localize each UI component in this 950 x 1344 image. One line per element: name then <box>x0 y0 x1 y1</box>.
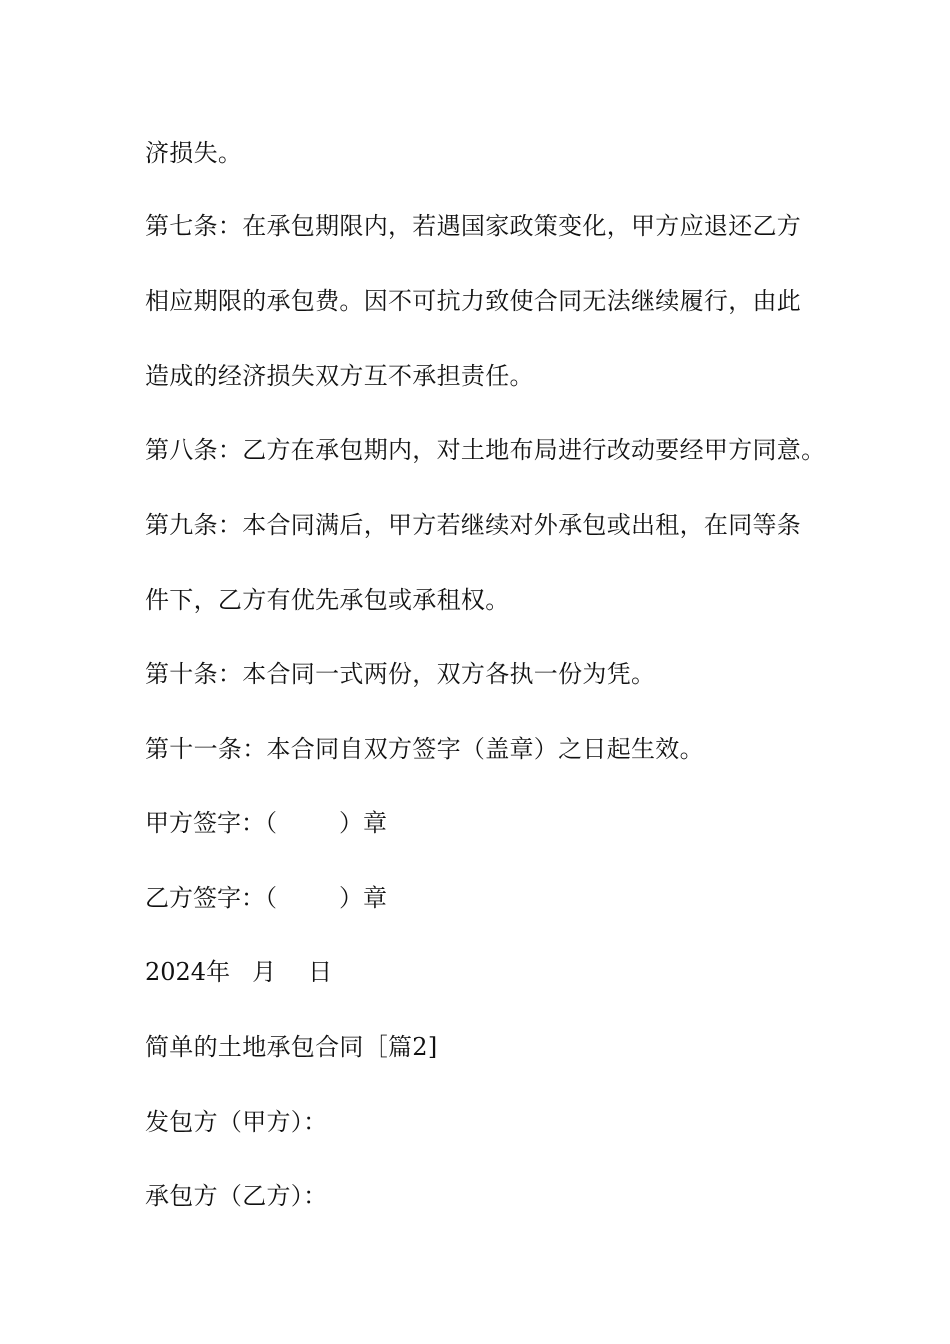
article-9-line-1: 第九条：本合同满后，甲方若继续对外承包或出租，在同等条 <box>145 511 802 539</box>
employer-line: 发包方（甲方）： <box>145 1108 328 1136</box>
article-8: 第八条：乙方在承包期内，对土地布局进行改动要经甲方同意。 <box>145 436 826 464</box>
signing-date <box>145 957 332 987</box>
date-year: 2024年 <box>145 958 231 986</box>
date-day: 日 <box>308 958 333 986</box>
section-2-title: 简单的土地承包合同［篇2] <box>145 1033 438 1061</box>
date-month: 月 <box>252 958 277 986</box>
party-a-label: 甲方签字：（ <box>145 809 277 837</box>
article-7-line-1: 第七条：在承包期限内，若遇国家政策变化，甲方应退还乙方 <box>145 212 802 240</box>
article-9-line-2: 件下，乙方有优先承包或承租权。 <box>145 586 510 614</box>
article-11: 第十一条：本合同自双方签字（盖章）之日起生效。 <box>145 735 704 763</box>
party-b-seal: ）章 <box>339 884 387 912</box>
party-a-signature <box>145 808 387 838</box>
article-10: 第十条：本合同一式两份，双方各执一份为凭。 <box>145 660 656 688</box>
article-7-line-2: 相应期限的承包费。因不可抗力致使合同无法继续履行，由此 <box>145 287 802 315</box>
article-7-line-3: 造成的经济损失双方互不承担责任。 <box>145 362 534 390</box>
text-line: 济损失。 <box>145 139 243 167</box>
party-b-signature <box>145 883 387 913</box>
party-b-label: 乙方签字：（ <box>145 884 277 912</box>
contractor-line: 承包方（乙方）： <box>145 1182 328 1210</box>
party-a-seal: ）章 <box>339 809 387 837</box>
